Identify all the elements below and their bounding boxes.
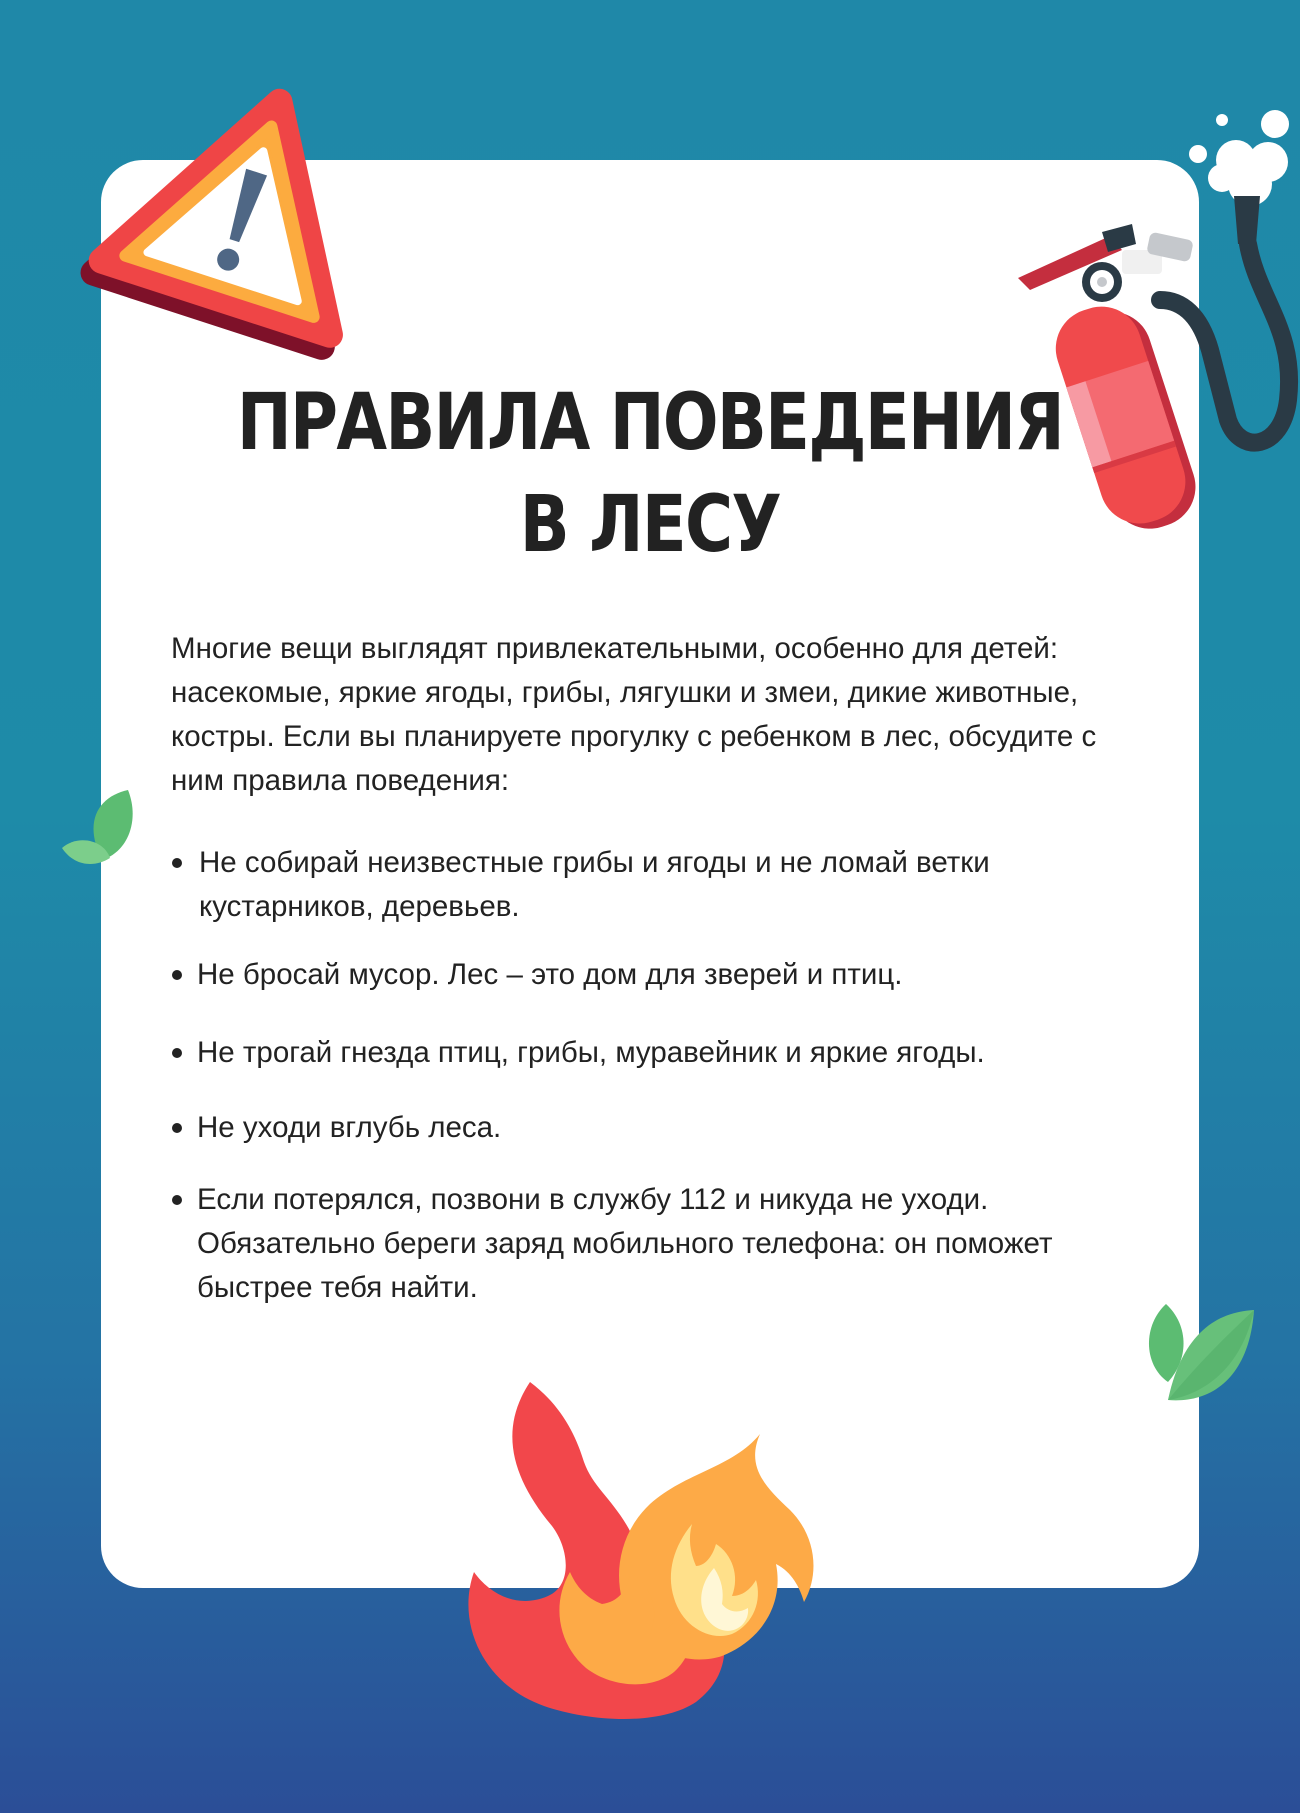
leaf-icon	[58, 786, 142, 870]
leaf-icon	[1146, 1300, 1258, 1408]
warning-triangle-icon	[108, 74, 378, 334]
list-item	[171, 953, 1131, 997]
bullet-icon	[172, 1123, 182, 1133]
rule-text: Не бросай мусор. Лес – это дом для зверей и птиц.	[197, 958, 903, 991]
rule-text: Если потерялся, позвони в службу 112 и никуда не уходи. Обязательно береги заряд мобильного телефона: он поможет быстрее тебя найти.	[197, 1183, 1053, 1304]
rule-text: Не трогай гнезда птиц, грибы, муравейник и яркие ягоды.	[197, 1036, 985, 1069]
page-title	[189, 372, 1111, 576]
list-item	[171, 1106, 1131, 1150]
list-item	[171, 841, 1131, 929]
rule-text: Не собирай неизвестные грибы и ягоды и не ломай ветки кустарников, деревьев.	[199, 846, 990, 923]
intro-paragraph: Многие вещи выглядят привлекательными, особенно для детей: насекомые, яркие ягоды, грибы, лягушки и змеи, дикие животные, костры. Если вы планируете прогулку с ребенком в лес, обсудите с ним правила поведения:	[171, 632, 1097, 797]
list-item	[171, 1031, 1131, 1075]
bullet-icon	[172, 1195, 182, 1205]
bullet-icon	[172, 970, 182, 980]
title-line-1: ПРАВИЛА ПОВЕДЕНИЯ	[236, 378, 1064, 468]
rule-text: Не уходи вглубь леса.	[197, 1111, 502, 1144]
list-item	[171, 1178, 1131, 1310]
bullet-icon	[172, 858, 182, 868]
bullet-icon	[172, 1048, 182, 1058]
flame-icon	[460, 1376, 840, 1736]
title-line-2: В ЛЕСУ	[519, 480, 781, 570]
